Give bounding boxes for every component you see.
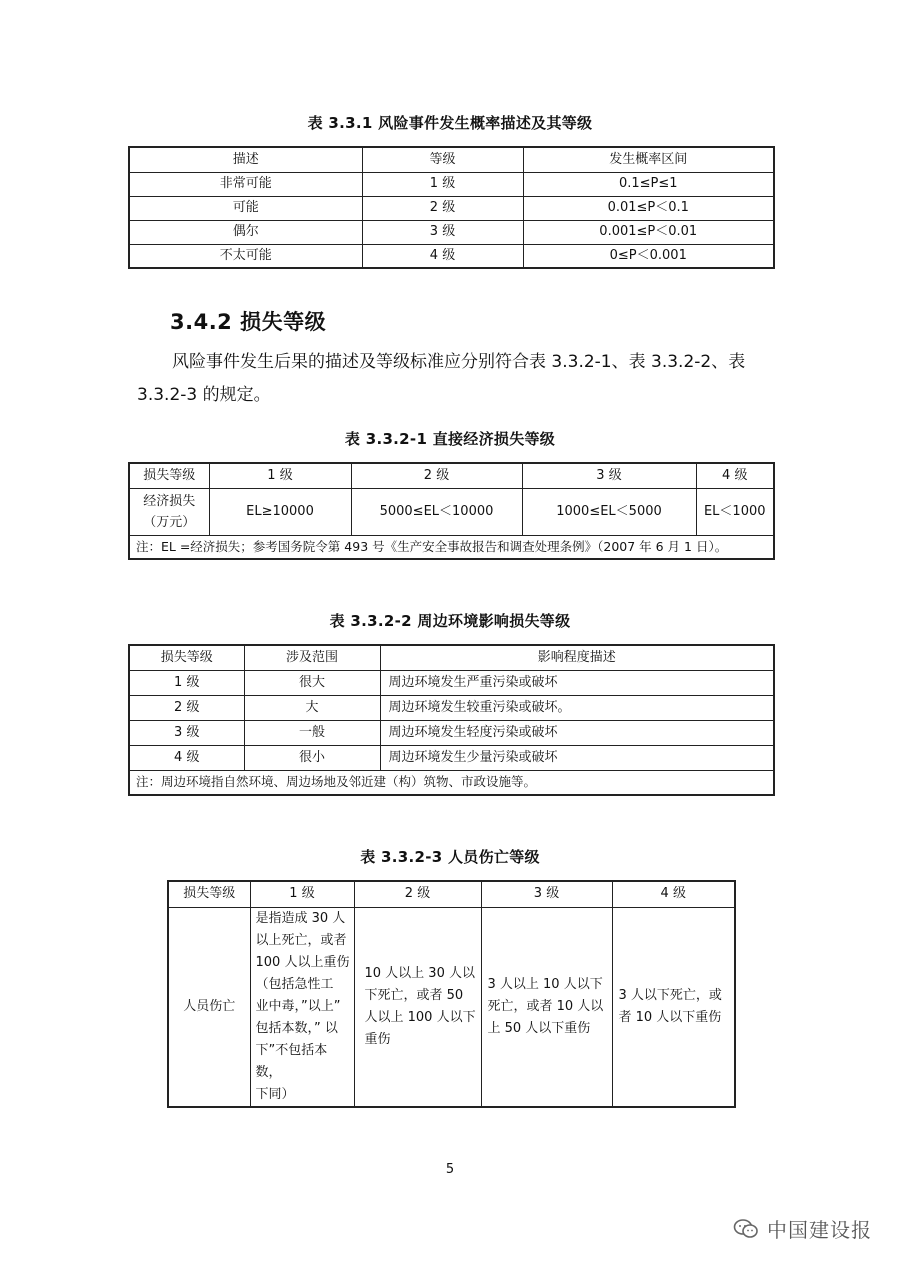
table-row (129, 695, 774, 720)
table-cell: EL＜1000 (696, 488, 774, 535)
text-line: 重伤 (364, 1031, 391, 1047)
text-line: 者 10 人以下重伤 (618, 1009, 722, 1025)
row-label: 人员伤亡 (168, 907, 250, 1107)
table-3-3-1-caption: 表 3.3.1 风险事件发生概率描述及其等级 (307, 114, 593, 132)
table-cell: 2 级 (362, 196, 523, 220)
table-row (129, 220, 774, 244)
table-cell: 可能 (129, 196, 362, 220)
table-row (129, 196, 774, 220)
table-3-3-2-2 (128, 644, 775, 796)
text-line: 业中毒，”以上” (255, 998, 341, 1014)
level-cell: 1 级 (250, 881, 354, 907)
table-cell: 4 级 (129, 745, 244, 770)
wechat-icon (733, 1218, 759, 1240)
table-3-3-2-2-caption: 表 3.3.2-2 周边环境影响损失等级 (329, 612, 571, 630)
table-cell: 周边环境发生较重污染或破坏。 (380, 695, 774, 720)
header-cell: 发生概率区间 (523, 147, 774, 172)
table-cell: 周边环境发生严重污染或破坏 (380, 670, 774, 695)
header-cell: 损失等级 (129, 463, 209, 488)
level-cell: 3 级 (481, 881, 612, 907)
table-cell: 5000≤EL＜10000 (351, 488, 522, 535)
table-cell: EL≥10000 (209, 488, 351, 535)
table-cell: 2 级 (129, 695, 244, 720)
section-heading: 3.4.2 损失等级 (170, 310, 327, 334)
text-line: 100 人以上重伤 (255, 954, 350, 970)
table-3-3-2-1-caption: 表 3.3.2-1 直接经济损失等级 (344, 430, 556, 448)
table-header-row (129, 463, 774, 488)
table-note-row (129, 535, 774, 559)
header-cell: 涉及范围 (244, 645, 380, 670)
table-cell: 一般 (244, 720, 380, 745)
text-line: 3 人以上 10 人以下 (487, 976, 603, 992)
table-cell: 很大 (244, 670, 380, 695)
table-cell: 很小 (244, 745, 380, 770)
header-cell: 影响程度描述 (380, 645, 774, 670)
level-cell: 1 级 (209, 463, 351, 488)
table-note: 注：EL =经济损失；参考国务院令第 493 号《生产安全事故报告和调查处理条例》（2007 年 6 月 1 日）。 (129, 535, 774, 559)
header-cell: 损失等级 (129, 645, 244, 670)
casualty-level-4-cell (612, 907, 735, 1107)
table-row (129, 488, 774, 535)
table-cell: 非常可能 (129, 172, 362, 196)
table-cell: 1 级 (129, 670, 244, 695)
level-cell: 4 级 (696, 463, 774, 488)
text-line: 死亡，或者 10 人以 (487, 998, 604, 1014)
table-3-3-2-3-caption: 表 3.3.2-3 人员伤亡等级 (360, 848, 540, 866)
table-cell: 4 级 (362, 244, 523, 268)
casualty-level-2-cell (354, 907, 481, 1107)
table-3-3-2-1 (128, 462, 775, 560)
table-cell: 3 级 (129, 720, 244, 745)
header-cell: 等级 (362, 147, 523, 172)
text-line: （包括急性工 (255, 976, 334, 992)
watermark (733, 1214, 872, 1243)
table-cell: 不太可能 (129, 244, 362, 268)
table-cell: 1 级 (362, 172, 523, 196)
table-header-row (168, 881, 735, 907)
table-row (129, 172, 774, 196)
table-3-3-1 (128, 146, 775, 269)
text-line: 上 50 人以下重伤 (487, 1020, 591, 1036)
table-note-row (129, 770, 774, 795)
table-row (129, 244, 774, 268)
table-cell: 0.1≤P≤1 (523, 172, 774, 196)
header-cell: 损失等级 (168, 881, 250, 907)
text-line: 是指造成 30 人 (255, 910, 346, 926)
row-label: 经济损失（万元） (129, 488, 209, 535)
table-cell: 3 级 (362, 220, 523, 244)
text-line: 下死亡，或者 50 (364, 987, 464, 1003)
table-row (168, 907, 735, 1107)
level-cell: 2 级 (351, 463, 522, 488)
text-line: 以上死亡，或者 (255, 932, 347, 948)
casualty-level-3-cell (481, 907, 612, 1107)
table-row (129, 720, 774, 745)
text-line: 10 人以上 30 人以 (364, 965, 475, 981)
table-header-row (129, 147, 774, 172)
table-row (129, 670, 774, 695)
page-number: 5 (445, 1162, 455, 1177)
paragraph-line-2: 3.3.2-3 的规定。 (137, 385, 271, 405)
level-cell: 4 级 (612, 881, 735, 907)
level-cell: 2 级 (354, 881, 481, 907)
table-cell: 0≤P＜0.001 (523, 244, 774, 268)
watermark-text: 中国建设报 (767, 1218, 872, 1242)
table-3-3-2-3 (167, 880, 736, 1108)
header-cell: 描述 (129, 147, 362, 172)
table-cell: 周边环境发生轻度污染或破坏 (380, 720, 774, 745)
table-note: 注：周边环境指自然环境、周边场地及邻近建（构）筑物、市政设施等。 (129, 770, 774, 795)
text-line: 包括本数，” 以 (255, 1020, 338, 1036)
text-line: 3 人以下死亡，或 (618, 987, 722, 1003)
table-header-row (129, 645, 774, 670)
casualty-level-1-cell (250, 907, 354, 1107)
text-line: 下”不包括本数， (255, 1042, 328, 1080)
paragraph-line-1: 风险事件发生后果的描述及等级标准应分别符合表 3.3.2-1、表 3.3.2-2、表 (172, 352, 746, 372)
table-row (129, 745, 774, 770)
table-cell: 周边环境发生少量污染或破坏 (380, 745, 774, 770)
level-cell: 3 级 (522, 463, 696, 488)
table-cell: 1000≤EL＜5000 (522, 488, 696, 535)
table-cell: 偶尔 (129, 220, 362, 244)
table-cell: 0.001≤P＜0.01 (523, 220, 774, 244)
text-line: 人以上 100 人以下 (364, 1009, 476, 1025)
text-line: 下同） (255, 1086, 295, 1102)
table-cell: 0.01≤P＜0.1 (523, 196, 774, 220)
table-cell: 大 (244, 695, 380, 720)
